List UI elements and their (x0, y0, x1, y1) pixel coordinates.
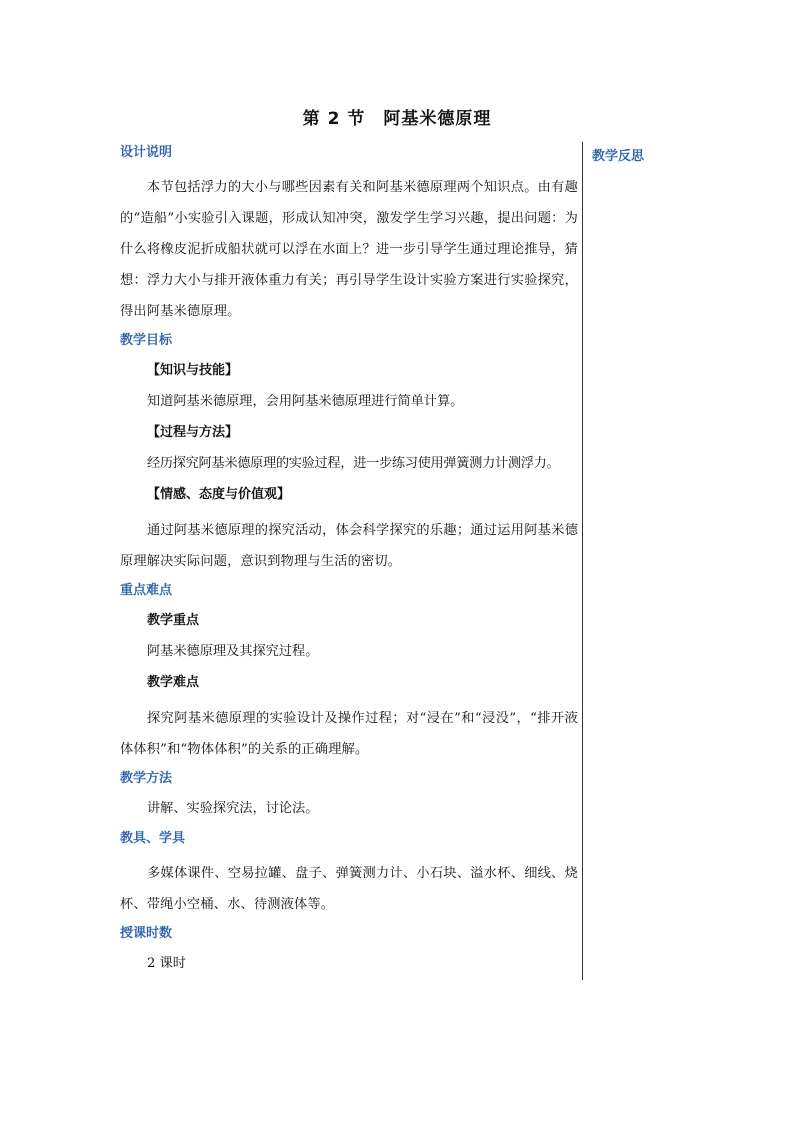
key-points-section (120, 581, 578, 765)
hours-section (120, 924, 578, 975)
process-text: 经历探究阿基米德原理的实验过程，进一步练习使用弹簧测力计测浮力。 (147, 456, 560, 471)
tools-section (120, 829, 578, 920)
reflection-heading: 教学反思 (592, 149, 645, 164)
emotion-text: 通过阿基米德原理的探究活动，体会科学探究的乐趣；通过运用阿基米德原理解决实际问题，意识到物理与生活的密切。 (120, 523, 578, 569)
lesson-plan-body (120, 143, 578, 984)
process-label: 【过程与方法】 (147, 425, 239, 440)
goals-heading: 教学目标 (120, 333, 173, 348)
difficulty-label: 教学难点 (147, 675, 200, 690)
focus-label: 教学重点 (147, 613, 200, 628)
page-title: 第 2 节 阿基米德原理 (302, 109, 492, 129)
difficulty-text: 探究阿基米德原理的实验设计及操作过程；对“浸在”和“浸没”，“排开液体体积”和“物体体积”的关系的正确理解。 (120, 711, 578, 757)
column-divider (582, 142, 583, 980)
tools-text: 多媒体课件、空易拉罐、盘子、弹簧测力计、小石块、溢水杯、细线、烧杯、带绳小空桶、水、待测液体等。 (120, 866, 578, 912)
methods-heading: 教学方法 (120, 771, 173, 786)
goals-section (120, 331, 578, 577)
methods-text: 讲解、实验探究法，讨论法。 (147, 801, 319, 816)
design-text: 本节包括浮力的大小与哪些因素有关和阿基米德原理两个知识点。由有趣的“造船”小实验引入课题，形成认知冲突，激发学生学习兴趣，提出问题：为什么将橡皮泥折成船状就可以浮在水面上？进一步引导学生通过理论推导，猜想：浮力大小与排开液体重力有关；再引导学生设计实验方案进行实验探究，得出阿基米德原理。 (120, 180, 578, 319)
key-points-heading: 重点难点 (120, 583, 173, 598)
focus-text: 阿基米德原理及其探究过程。 (147, 644, 319, 659)
knowledge-text: 知道阿基米德原理，会用阿基米德原理进行简单计算。 (147, 394, 464, 409)
hours-text: 2 课时 (147, 956, 186, 971)
emotion-label: 【情感、态度与价值观】 (147, 487, 291, 502)
tools-heading: 教具、学具 (120, 831, 186, 846)
hours-heading: 授课时数 (120, 926, 173, 941)
design-heading: 设计说明 (120, 145, 173, 160)
design-section (120, 143, 578, 327)
knowledge-label: 【知识与技能】 (147, 363, 239, 378)
methods-section (120, 769, 578, 820)
